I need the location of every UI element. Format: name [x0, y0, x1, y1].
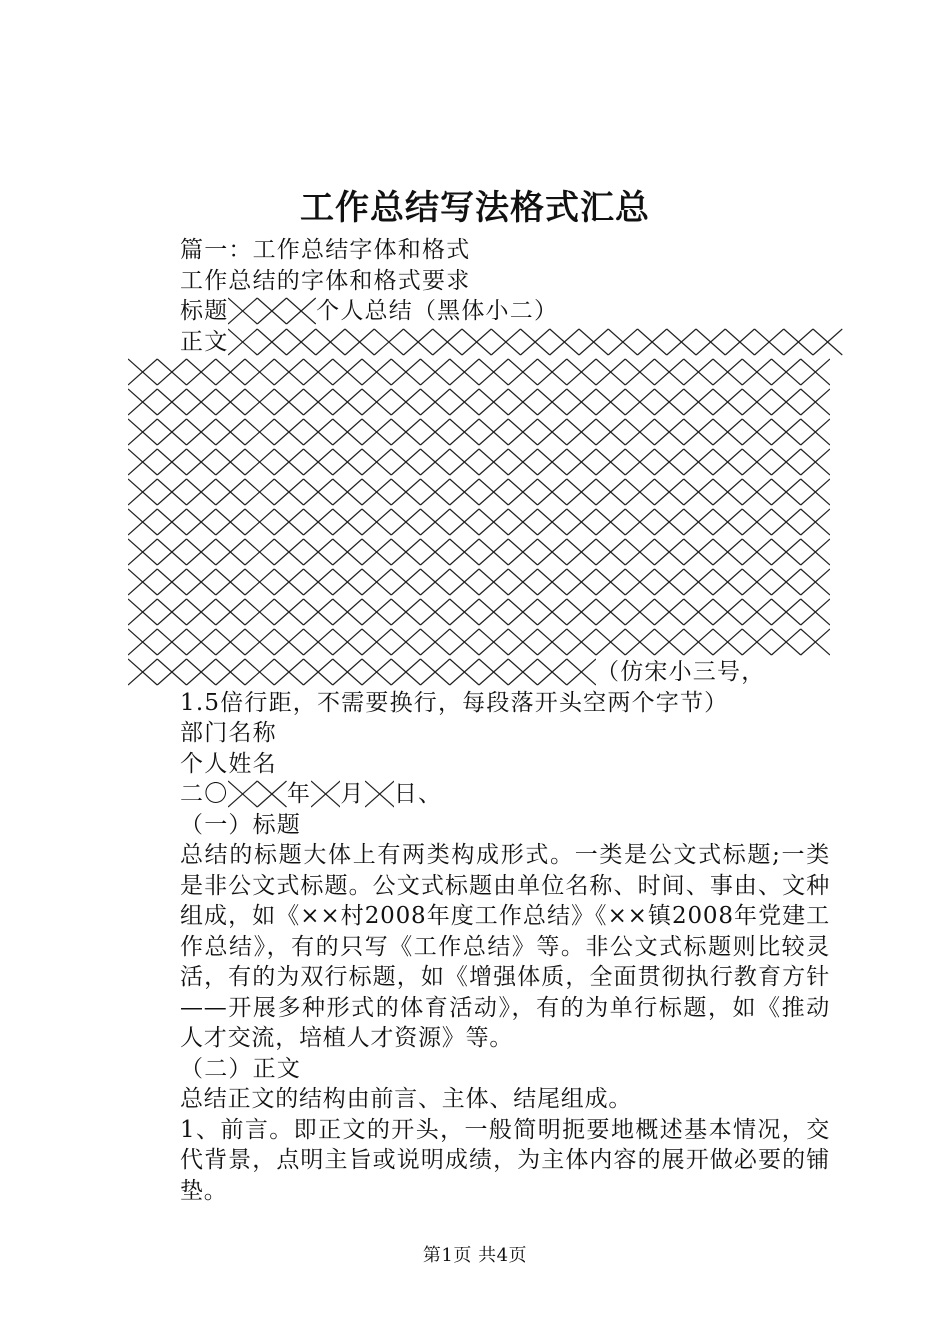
section-heading-body: （二）正文 — [180, 1055, 301, 1082]
date-year-prefix: 二〇 — [180, 781, 229, 807]
cross-placeholder-block — [128, 357, 830, 657]
line-article-one: 篇一：工作总结字体和格式 — [180, 237, 471, 263]
section-paragraph-structure: 总结正文的结构由前言、主体、结尾组成。 — [180, 1086, 633, 1112]
title-format-note: 个人总结（黑体小二） — [316, 298, 559, 324]
document-body — [128, 235, 830, 1206]
date-year-char: 年 — [286, 781, 312, 807]
cross-glyphs — [228, 779, 287, 809]
cross-placeholder — [128, 657, 596, 687]
section-paragraph-preface: 1、前言。即正文的开头，一般简明扼要地概述基本情况，交代背景，点明主旨或说明成绩，为主体内容的展开做必要的铺垫。 — [180, 1116, 830, 1204]
line-body-label — [128, 327, 830, 358]
section-heading-title: （一）标题 — [180, 811, 301, 838]
date-day-char: 日、 — [393, 781, 443, 807]
cross-placeholder — [228, 779, 287, 809]
cross-placeholder — [228, 296, 316, 326]
line-title-format — [128, 296, 830, 327]
section-paragraph-title: 总结的标题大体上有两类构成形式。一类是公文式标题;一类是非公文式标题。公文式标题由单位名称、时间、事由、文种组成，如《××村2008年度工作总结》《××镇2008年党建工作总结》，有的只写《工作总结》等。非公文式标题则比较灵活，有的为双行标题，如《增强体质，全面贯彻执行教育方针——开展多种形式的体育活动》，有的为单行标题，如《推动人才交流，培植人才资源》等。 — [180, 842, 830, 1051]
body-format-note: （仿宋小三号， — [596, 659, 766, 685]
cross-glyphs — [365, 779, 394, 809]
cross-glyphs — [128, 657, 596, 687]
body-label: 正文 — [180, 328, 229, 355]
cross-glyphs — [228, 327, 842, 357]
cross-glyphs — [311, 779, 340, 809]
line-body-format-note — [128, 657, 830, 688]
line-line-spacing-note: 1.5倍行距，不需要换行，每段落开头空两个字节） — [180, 689, 729, 716]
line-personal-name: 个人姓名 — [180, 750, 277, 777]
cross-placeholder — [365, 779, 394, 809]
cross-glyphs — [128, 357, 830, 657]
date-month-char: 月 — [340, 781, 365, 807]
document-title: 工作总结写法格式汇总 — [300, 188, 650, 228]
line-format-requirements: 工作总结的字体和格式要求 — [180, 267, 471, 294]
line-department-name: 部门名称 — [180, 720, 277, 746]
title-label: 标题 — [180, 298, 229, 324]
cross-placeholder — [228, 327, 842, 357]
page-footer: 第1页 共4页 — [422, 1245, 528, 1266]
line-date — [128, 779, 830, 810]
cross-glyphs — [228, 296, 316, 326]
cross-placeholder — [311, 779, 340, 809]
